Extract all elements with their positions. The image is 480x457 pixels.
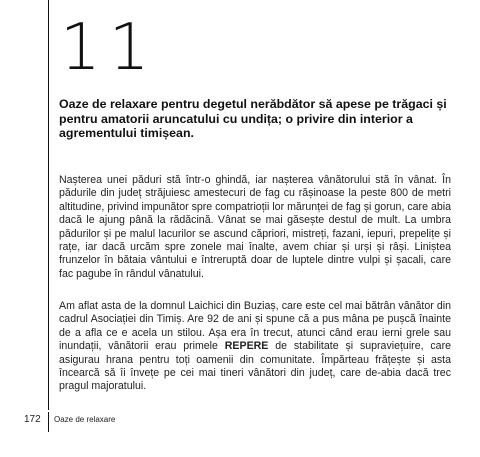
running-footer-section: Oaze de relaxare (54, 415, 116, 424)
chapter-number: 11 (60, 11, 158, 85)
paragraph-2-text (59, 300, 451, 394)
paragraph-2-after: de stabilitate și supraviețuire, care asigurau hrana pentru toți oamenii din comunitate. Împărteau frățește și asta încearcă să îi învețe pe cei mai tineri vânători din județ, care de-abia dacă trec pragul majoratului. (59, 340, 451, 393)
page-number: 172 (24, 414, 41, 425)
vertical-rule (48, 0, 49, 410)
paragraph-2-emphasis: REPERE (224, 340, 269, 353)
body-paragraph-2 (59, 300, 451, 394)
paragraph-2-before: Am aflat asta de la domnul Laichici din Buziaș, care este cel mai bătrân vânător din cadrul Asociației din Timiș. Are 92 de ani și spune că a pus mâna pe pușcă înainte de a afla ce e acela un stilou. Așa era în trecut, atunci când erau ierni grele sau inundații, vânătorii erau primele (59, 300, 451, 353)
body-paragraph-1 (59, 174, 451, 281)
paragraph-1-text: Nașterea unei păduri stă într-o ghindă, iar nașterea vânătorului stă în vânat. În pădurile din județ străjuiesc amestecuri de fag cu rășinoase la peste 800 de metri altitudine, privind impunător spre compatrioții lor mărunței de fag și gorun, care abia dacă le ajung până la rădăcină. Vânat se mai găsește destul de mult. La umbra pădurilor și pe malul lacurilor se ascund căpriori, mistreți, fazani, iepuri, prepelițe și rațe, iar dacă urcăm spre zonele mai înalte, avem chiar și urși și râși. Liniștea frunzelor în bătaia vântului e întreruptă doar de luptele dintre vulpi și șacali, care fac pagube în rândul vânatului. (59, 174, 451, 280)
footer-divider (48, 412, 49, 432)
chapter-subtitle: Oaze de relaxare pentru degetul nerăbdător să apese pe trăgaci și pentru amatorii aruncatului cu undița; o privire din interior a agrementului timișean. (59, 97, 447, 141)
